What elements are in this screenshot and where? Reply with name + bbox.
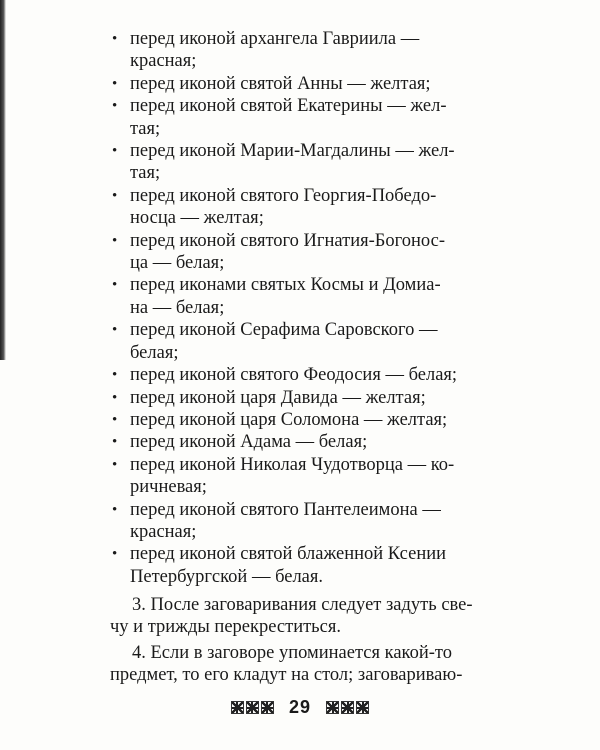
list-item bbox=[110, 499, 485, 544]
ornament-icon bbox=[231, 701, 244, 714]
list-item-line: перед иконой царя Соломона — желтая; bbox=[130, 409, 448, 430]
candle-color-list bbox=[110, 28, 485, 588]
list-item bbox=[110, 28, 485, 73]
bullet-icon: • bbox=[112, 277, 118, 294]
bullet-icon: • bbox=[112, 546, 118, 563]
bullet-icon: • bbox=[112, 187, 118, 204]
list-item-line: перед иконой архангела Гавриила — bbox=[130, 29, 420, 49]
ornament-icon bbox=[356, 701, 369, 714]
paragraph-4 bbox=[110, 642, 485, 687]
list-item-line: перед иконой святого Игнатия-Богонос- bbox=[130, 230, 446, 251]
list-item-line: тая; bbox=[130, 118, 161, 139]
bullet-icon: • bbox=[112, 434, 118, 451]
ornament-icon bbox=[326, 701, 339, 714]
bullet-icon: • bbox=[112, 367, 118, 384]
list-item-line: тая; bbox=[130, 163, 161, 184]
bullet-icon: • bbox=[112, 322, 118, 339]
list-item-line: красная; bbox=[130, 521, 197, 542]
paragraph-3-line-2: чу и трижды перекреститься. bbox=[110, 617, 341, 638]
list-item-line: красная; bbox=[130, 51, 197, 72]
list-item bbox=[110, 319, 485, 364]
list-item-line: перед иконой святого Пантелеимона — bbox=[130, 499, 441, 520]
bullet-icon: • bbox=[112, 501, 118, 518]
list-item-line: перед иконой Адама — белая; bbox=[130, 432, 368, 453]
bullet-icon: • bbox=[112, 232, 118, 249]
page-footer bbox=[0, 697, 600, 718]
list-item bbox=[110, 185, 485, 230]
bullet-icon: • bbox=[112, 456, 118, 473]
bullet-icon: • bbox=[112, 389, 118, 406]
list-item bbox=[110, 364, 485, 386]
list-item-line: Петербургской — белая. bbox=[130, 566, 324, 587]
list-item bbox=[110, 387, 485, 409]
list-item-line: перед иконой Николая Чудотворца — ко- bbox=[130, 454, 455, 475]
list-item-line: перед иконой святой Анны — желтая; bbox=[130, 73, 431, 94]
bullet-icon: • bbox=[112, 143, 118, 160]
list-item-line: перед иконой Марии-Магдалины — жел- bbox=[130, 141, 455, 162]
list-item-line: перед иконой святого Георгия-Победо- bbox=[130, 185, 437, 206]
bullet-icon: • bbox=[112, 98, 118, 115]
list-item bbox=[110, 95, 485, 140]
ornament-icon bbox=[341, 701, 354, 714]
list-item-line: ричневая; bbox=[130, 477, 207, 498]
bullet-icon: • bbox=[112, 411, 118, 428]
ornament-icon bbox=[246, 701, 259, 714]
list-item bbox=[110, 409, 485, 431]
paragraph-4-line-2: предмет, то его кладут на стол; заговариваю- bbox=[110, 665, 463, 686]
paragraph-3-line-1: 3. После заговаривания следует задуть све- bbox=[132, 595, 473, 615]
list-item-line: перед иконой Серафима Саровского — bbox=[130, 320, 438, 341]
list-item-line: белая; bbox=[130, 342, 179, 363]
list-item-line: перед иконой святой Екатерины — жел- bbox=[130, 96, 447, 117]
list-item-line: носца — желтая; bbox=[130, 208, 264, 229]
ornament-icon bbox=[261, 701, 274, 714]
list-item-line: ца — белая; bbox=[130, 253, 225, 274]
page-number: 29 bbox=[288, 697, 312, 717]
list-item bbox=[110, 454, 485, 499]
list-item-line: перед иконой святого Феодосия — белая; bbox=[130, 365, 458, 386]
list-item bbox=[110, 140, 485, 185]
list-item bbox=[110, 73, 485, 95]
bullet-icon: • bbox=[112, 31, 118, 47]
list-item-line: перед иконой царя Давида — желтая; bbox=[130, 387, 426, 408]
list-item-line: перед иконой святой блаженной Ксении bbox=[130, 544, 447, 565]
list-item bbox=[110, 230, 485, 275]
list-item bbox=[110, 274, 485, 319]
paragraph-3 bbox=[110, 594, 485, 639]
bullet-icon: • bbox=[112, 75, 118, 92]
list-item-line: на — белая; bbox=[130, 297, 225, 318]
list-item-line: перед иконами святых Космы и Домиа- bbox=[130, 275, 441, 296]
list-item bbox=[110, 543, 485, 588]
paragraph-4-line-1: 4. Если в заговоре упоминается какой-то bbox=[132, 643, 452, 663]
list-item bbox=[110, 431, 485, 453]
